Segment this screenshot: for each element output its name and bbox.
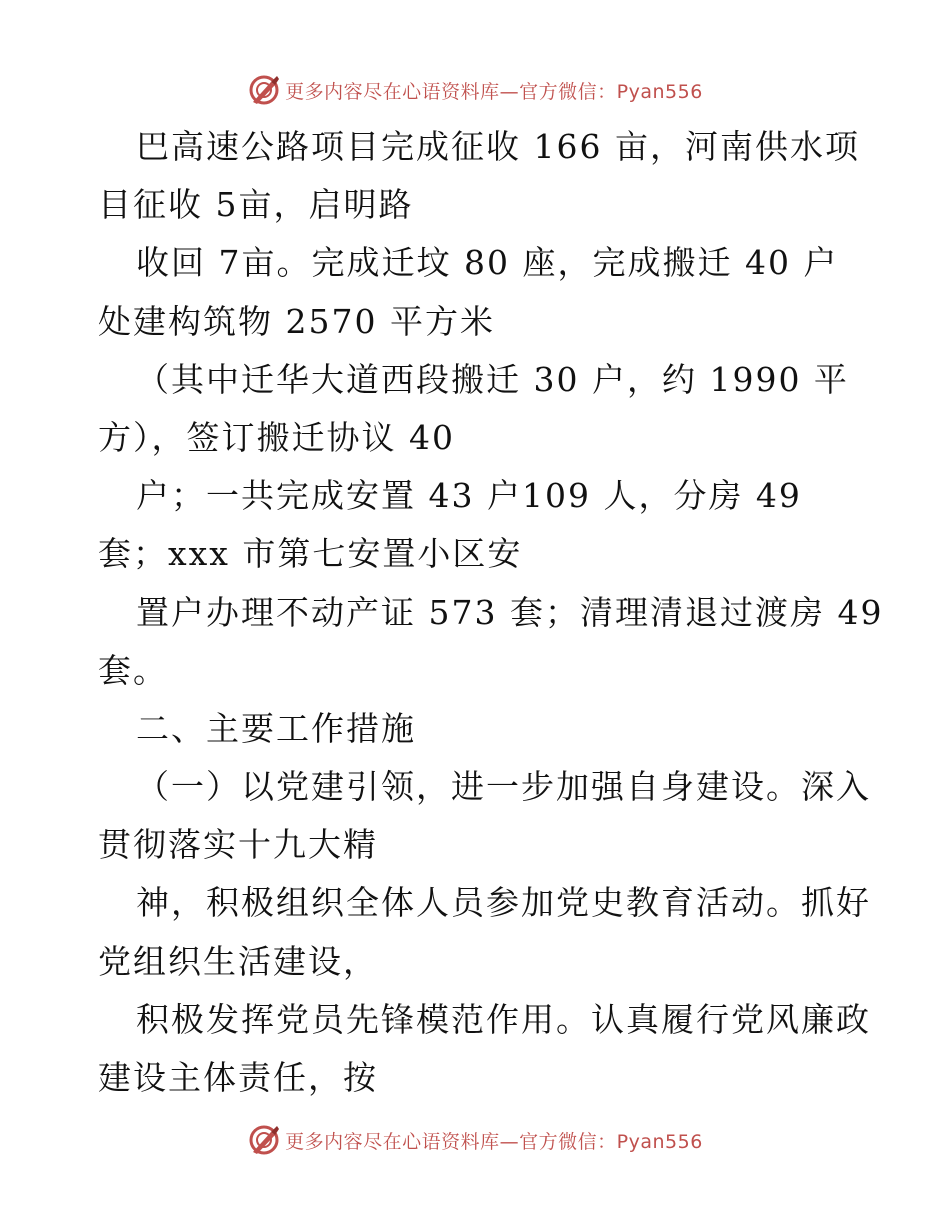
body-line: 处建构筑物 2570 平方米 [98,301,495,341]
footer-banner-text: 更多内容尽在心语资料库—官方微信：Pyan556 [285,1130,703,1153]
body-line: 套。 [98,650,168,690]
body-line: 置户办理不动产证 573 套；清理清退过渡房 49 [136,592,884,632]
page-header-banner [0,70,950,110]
body-line: （其中迁华大道西段搬迁 30 户，约 1990 平 [136,359,849,399]
body-line: 积极发挥党员先锋模范作用。认真履行党风廉政 [136,999,871,1039]
pen-circle-logo-icon [247,73,281,107]
body-line: （一）以党建引领，进一步加强自身建设。深入 [136,767,871,807]
header-banner-text: 更多内容尽在心语资料库—官方微信：Pyan556 [285,80,703,103]
body-line: 贯彻落实十九大精 [98,825,378,865]
body-line: 方），签订搬迁协议 40 [98,417,455,457]
body-line: 收回 7亩。完成迁坟 80 座，完成搬迁 40 户 [136,243,839,283]
section-heading: 二、主要工作措施 [136,708,416,748]
body-line: 巴高速公路项目完成征收 166 亩，河南供水项 [136,127,860,166]
document-body [98,118,884,1107]
page-footer-banner [0,1120,950,1160]
body-line: 神，积极组织全体人员参加党史教育活动。抓好 [136,883,871,923]
body-line: 建设主体责任，按 [98,1058,378,1097]
body-line: 户；一共完成安置 43 户109 人，分房 49 [136,476,802,516]
body-line: 套；xxx 市第七安置小区安 [98,534,523,574]
pen-circle-logo-icon [247,1123,281,1157]
body-line: 目征收 5亩，启明路 [98,185,414,225]
body-line: 党组织生活建设， [98,941,378,981]
